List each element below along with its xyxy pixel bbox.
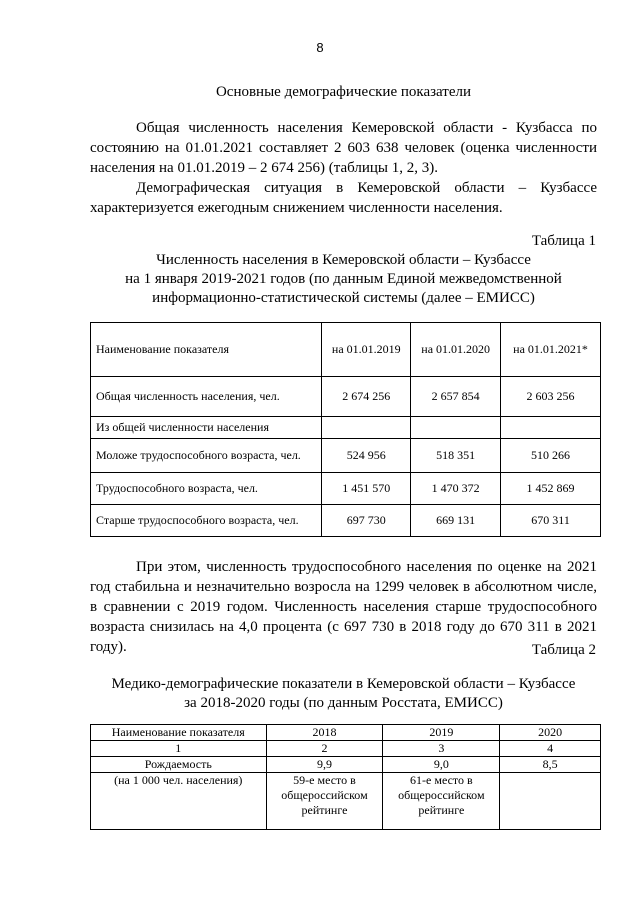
table-cell: Старше трудоспособного возраста, чел. [91, 505, 322, 537]
table-cell: Моложе трудоспособного возраста, чел. [91, 439, 322, 473]
table-cell: 1 [91, 741, 267, 757]
table-cell: 1 470 372 [411, 473, 501, 505]
table-row [91, 439, 601, 473]
table-row [91, 473, 601, 505]
medico-demographic-table [90, 724, 601, 830]
table-cell: 59-е место в общероссийском рейтинге [266, 773, 383, 830]
table-header-cell: Наименование показателя [91, 323, 322, 377]
table-header-row [91, 725, 601, 741]
table2-caption [90, 675, 597, 713]
page-number: 8 [316, 40, 324, 55]
paragraph-demography: Демографическая ситуация в Кемеровской области – Кузбассе характеризуется ежегодным снижением численности населения. [90, 180, 597, 216]
table-cell [500, 773, 601, 830]
table-row [91, 377, 601, 417]
table-cell: 4 [500, 741, 601, 757]
table2-caption-line: Медико-демографические показатели в Кемеровской области – Кузбассе [111, 676, 576, 692]
table1-caption [90, 251, 597, 308]
table-cell: Общая численность населения, чел. [91, 377, 322, 417]
table-header-cell: на 01.01.2021* [501, 323, 601, 377]
table-header-cell: Наименование показателя [91, 725, 267, 741]
section-heading: Основные демографические показатели [215, 84, 472, 100]
table-cell: 1 451 570 [322, 473, 411, 505]
table1-caption-line: информационно-статистической системы (далее – ЕМИСС) [152, 290, 535, 306]
table-cell: 8,5 [500, 757, 601, 773]
table-cell: 669 131 [411, 505, 501, 537]
table-cell: 9,9 [266, 757, 383, 773]
table2-caption-line: за 2018-2020 годы (по данным Росстата, ЕМИСС) [184, 695, 503, 711]
table-index-row [91, 741, 601, 757]
table-cell: 2 [266, 741, 383, 757]
table-cell: 2 657 854 [411, 377, 501, 417]
table-row [91, 505, 601, 537]
table-cell: Рождаемость [91, 757, 267, 773]
table1-caption-line: на 1 января 2019-2021 годов (по данным Единой межведомственной [125, 271, 562, 287]
table-cell: 670 311 [501, 505, 601, 537]
table-cell: 524 956 [322, 439, 411, 473]
table-cell: 61-е место в общероссийском рейтинге [383, 773, 500, 830]
table1-label: Таблица 1 [531, 233, 596, 249]
table-cell [322, 417, 411, 439]
table-cell: 697 730 [322, 505, 411, 537]
table-header-cell: на 01.01.2020 [411, 323, 501, 377]
table-row [91, 757, 601, 773]
table1-caption-line: Численность населения в Кемеровской области – Кузбассе [156, 252, 531, 268]
table-cell [411, 417, 501, 439]
table-cell: 510 266 [501, 439, 601, 473]
table-cell: Трудоспособного возраста, чел. [91, 473, 322, 505]
table-header-cell: 2020 [500, 725, 601, 741]
table-cell: 1 452 869 [501, 473, 601, 505]
table-row [91, 773, 601, 830]
table-header-row [91, 323, 601, 377]
table-cell: Из общей численности населения [91, 417, 322, 439]
table-cell: 2 674 256 [322, 377, 411, 417]
paragraph-population: Общая численность населения Кемеровской области - Кузбасса по состоянию на 01.01.2021 составляет 2 603 638 человек (оценка численности населения на 01.01.2019 – 2 674 256) (таблицы 1, 2, 3). [90, 120, 597, 176]
table-header-cell: 2019 [383, 725, 500, 741]
table-cell: 9,0 [383, 757, 500, 773]
table2-label: Таблица 2 [531, 642, 596, 658]
table-cell: 518 351 [411, 439, 501, 473]
paragraph-working-age: При этом, численность трудоспособного населения по оценке на 2021 год стабильна и незначительно возросла на 1299 человек в абсолютном числе, в сравнении с 2019 годом. Численность населения старше трудоспособного возраста снизилась на 4,0 процента (с 697 730 в 2018 году до 670 311 в 2021 году). [90, 559, 597, 655]
table-header-cell: 2018 [266, 725, 383, 741]
table-row [91, 417, 601, 439]
table-cell [501, 417, 601, 439]
population-table [90, 322, 601, 537]
table-cell: (на 1 000 чел. населения) [91, 773, 267, 830]
table-cell: 3 [383, 741, 500, 757]
table-header-cell: на 01.01.2019 [322, 323, 411, 377]
table-cell: 2 603 256 [501, 377, 601, 417]
